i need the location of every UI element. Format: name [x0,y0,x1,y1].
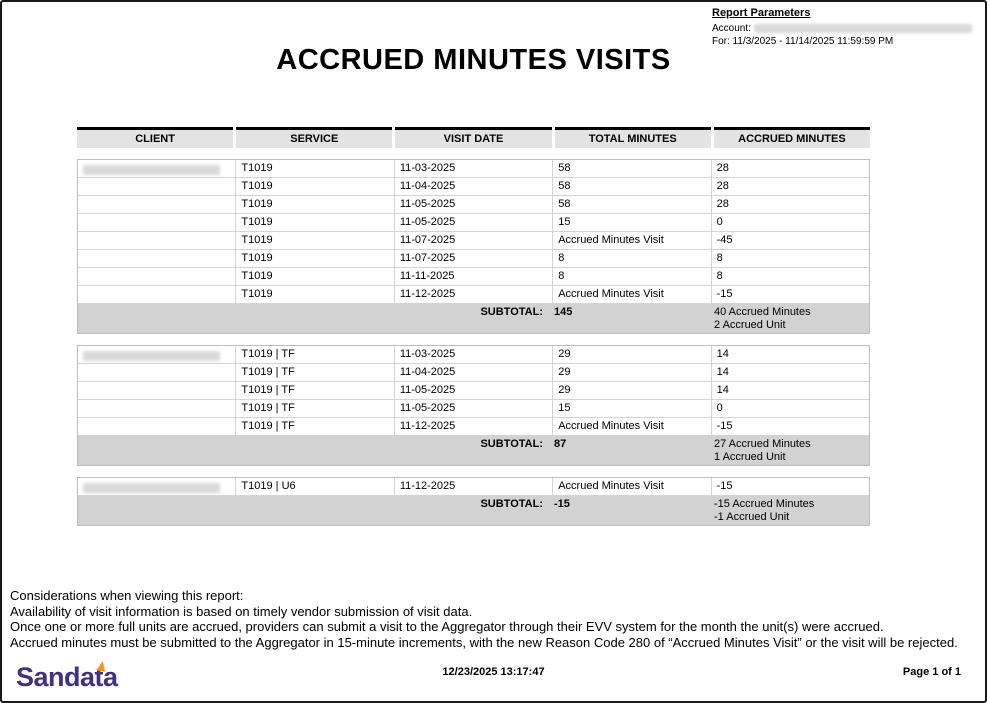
cell-service: T1019 [235,250,393,268]
subtotal-row [78,496,869,525]
subtotal-label: SUBTOTAL: [480,438,543,450]
table-row [78,178,869,196]
cell-visit-date: 11-11-2025 [394,268,552,286]
subtotal-label: SUBTOTAL: [480,498,543,510]
cell-total-minutes: 8 [552,250,710,268]
client-group-1 [77,159,870,334]
cell-visit-date: 11-04-2025 [394,364,552,382]
cell-client [78,250,235,268]
column-header-accrued-minutes: ACCRUED MINUTES [714,127,870,148]
subtotal-total-minutes: -15 [554,498,570,510]
cell-service: T1019 | TF [235,364,393,382]
cell-total-minutes: 29 [552,346,710,364]
considerations-line: Considerations when viewing this report: [10,588,244,603]
account-label: Account: [712,23,751,34]
client-name-redacted [83,165,220,175]
report-table [77,127,870,526]
subtotal-row [78,436,869,465]
page-number: Page 1 of 1 [902,666,961,678]
cell-client [78,478,235,496]
subtotal-accrued-line: -1 Accrued Unit [714,511,790,523]
column-header-total-minutes: TOTAL MINUTES [555,127,711,148]
date-range-line: For: 11/3/2025 - 11/14/2025 11:59:59 PM [712,36,894,47]
client-group-2 [77,345,870,466]
cell-visit-date: 11-07-2025 [394,250,552,268]
cell-visit-date: 11-05-2025 [394,400,552,418]
column-header-visit-date: VISIT DATE [395,127,551,148]
report-parameters-heading: Report Parameters [712,7,811,19]
cell-client [78,286,235,304]
table-row [78,232,869,250]
table-row [78,250,869,268]
cell-service: T1019 [235,268,393,286]
cell-total-minutes: Accrued Minutes Visit [552,418,710,436]
table-header-row [77,127,870,148]
report-timestamp: 12/23/2025 13:17:47 [442,666,545,678]
cell-client [78,400,235,418]
cell-total-minutes: 58 [552,196,710,214]
cell-accrued-minutes: -15 [711,418,869,436]
cell-total-minutes: Accrued Minutes Visit [552,478,710,496]
cell-total-minutes: 58 [552,160,710,178]
cell-service: T1019 | TF [235,400,393,418]
considerations-line: Availability of visit information is based on timely vendor submission of visit data. [10,603,473,619]
cell-total-minutes: 29 [552,364,710,382]
table-row [78,196,869,214]
client-name-redacted [83,483,220,493]
cell-accrued-minutes: 28 [711,196,869,214]
cell-service: T1019 [235,196,393,214]
cell-accrued-minutes: 28 [711,160,869,178]
report-parameters [712,7,982,48]
column-header-client: CLIENT [77,127,233,148]
table-row [78,364,869,382]
cell-accrued-minutes: 14 [711,346,869,364]
cell-accrued-minutes: 28 [711,178,869,196]
cell-visit-date: 11-03-2025 [394,160,552,178]
subtotal-accrued-minutes [709,497,869,524]
cell-total-minutes: Accrued Minutes Visit [552,286,710,304]
cell-visit-date: 11-05-2025 [394,382,552,400]
cell-total-minutes: 15 [552,400,710,418]
cell-accrued-minutes: 8 [711,250,869,268]
subtotal-accrued-line: 2 Accrued Unit [714,319,786,331]
sandata-logo-text: Sandata [16,662,118,692]
cell-accrued-minutes: 14 [711,364,869,382]
subtotal-total-minutes: 145 [554,306,573,318]
cell-service: T1019 [235,214,393,232]
account-value-redacted [754,24,972,33]
cell-visit-date: 11-04-2025 [394,178,552,196]
cell-service: T1019 | TF [235,346,393,364]
client-name-redacted [83,351,220,361]
cell-visit-date: 11-12-2025 [394,418,552,436]
cell-visit-date: 11-03-2025 [394,346,552,364]
cell-service: T1019 [235,178,393,196]
considerations-line: Accrued minutes must be submitted to the Aggregator in 15-minute increments, with the new Reason Code 280 of “Accrued Minutes Visit” or the visit will be rejected. [10,634,958,650]
cell-visit-date: 11-12-2025 [394,478,552,496]
table-row [78,382,869,400]
cell-client [78,232,235,250]
cell-total-minutes: Accrued Minutes Visit [552,232,710,250]
subtotal-accrued-minutes [709,305,869,332]
subtotal-label: SUBTOTAL: [480,306,543,318]
cell-accrued-minutes: -15 [711,478,869,496]
cell-visit-date: 11-05-2025 [394,214,552,232]
cell-accrued-minutes: 8 [711,268,869,286]
cell-client [78,382,235,400]
cell-client [78,196,235,214]
cell-total-minutes: 29 [552,382,710,400]
column-header-service: SERVICE [236,127,392,148]
client-group-3 [77,477,870,526]
table-row [78,160,869,178]
cell-total-minutes: 8 [552,268,710,286]
cell-accrued-minutes: -45 [711,232,869,250]
cell-service: T1019 | U6 [235,478,393,496]
cell-service: T1019 | TF [235,382,393,400]
subtotal-accrued-line: 40 Accrued Minutes [714,306,811,318]
cell-client [78,364,235,382]
subtotal-accrued-line: -15 Accrued Minutes [714,498,815,510]
cell-client [78,346,235,364]
table-row [78,400,869,418]
considerations-line: Once one or more full units are accrued, providers can submit a visit to the Aggregator through their EVV system for the month the unit(s) were accrued. [10,619,884,634]
table-row [78,478,869,496]
cell-client [78,214,235,232]
table-row [78,268,869,286]
table-row [78,286,869,304]
cell-accrued-minutes: 0 [711,214,869,232]
cell-service: T1019 [235,160,393,178]
subtotal-accrued-line: 27 Accrued Minutes [714,438,811,450]
cell-accrued-minutes: -15 [711,286,869,304]
table-row [78,214,869,232]
subtotal-total-minutes: 87 [554,438,567,450]
cell-visit-date: 11-05-2025 [394,196,552,214]
account-line [712,22,982,35]
table-row [78,418,869,436]
table-row [78,346,869,364]
cell-service: T1019 [235,232,393,250]
subtotal-accrued-minutes [709,437,869,464]
subtotal-accrued-line: 1 Accrued Unit [714,451,786,463]
cell-total-minutes: 58 [552,178,710,196]
considerations [10,588,979,650]
cell-client [78,268,235,286]
cell-visit-date: 11-12-2025 [394,286,552,304]
cell-client [78,418,235,436]
cell-accrued-minutes: 14 [711,382,869,400]
cell-service: T1019 | TF [235,418,393,436]
page-title: ACCRUED MINUTES VISITS [276,44,671,76]
cell-accrued-minutes: 0 [711,400,869,418]
cell-visit-date: 11-07-2025 [394,232,552,250]
cell-total-minutes: 15 [552,214,710,232]
cell-client [78,160,235,178]
table-body [77,159,870,526]
footer [2,660,985,694]
cell-client [78,178,235,196]
subtotal-row [78,304,869,333]
cell-service: T1019 [235,286,393,304]
